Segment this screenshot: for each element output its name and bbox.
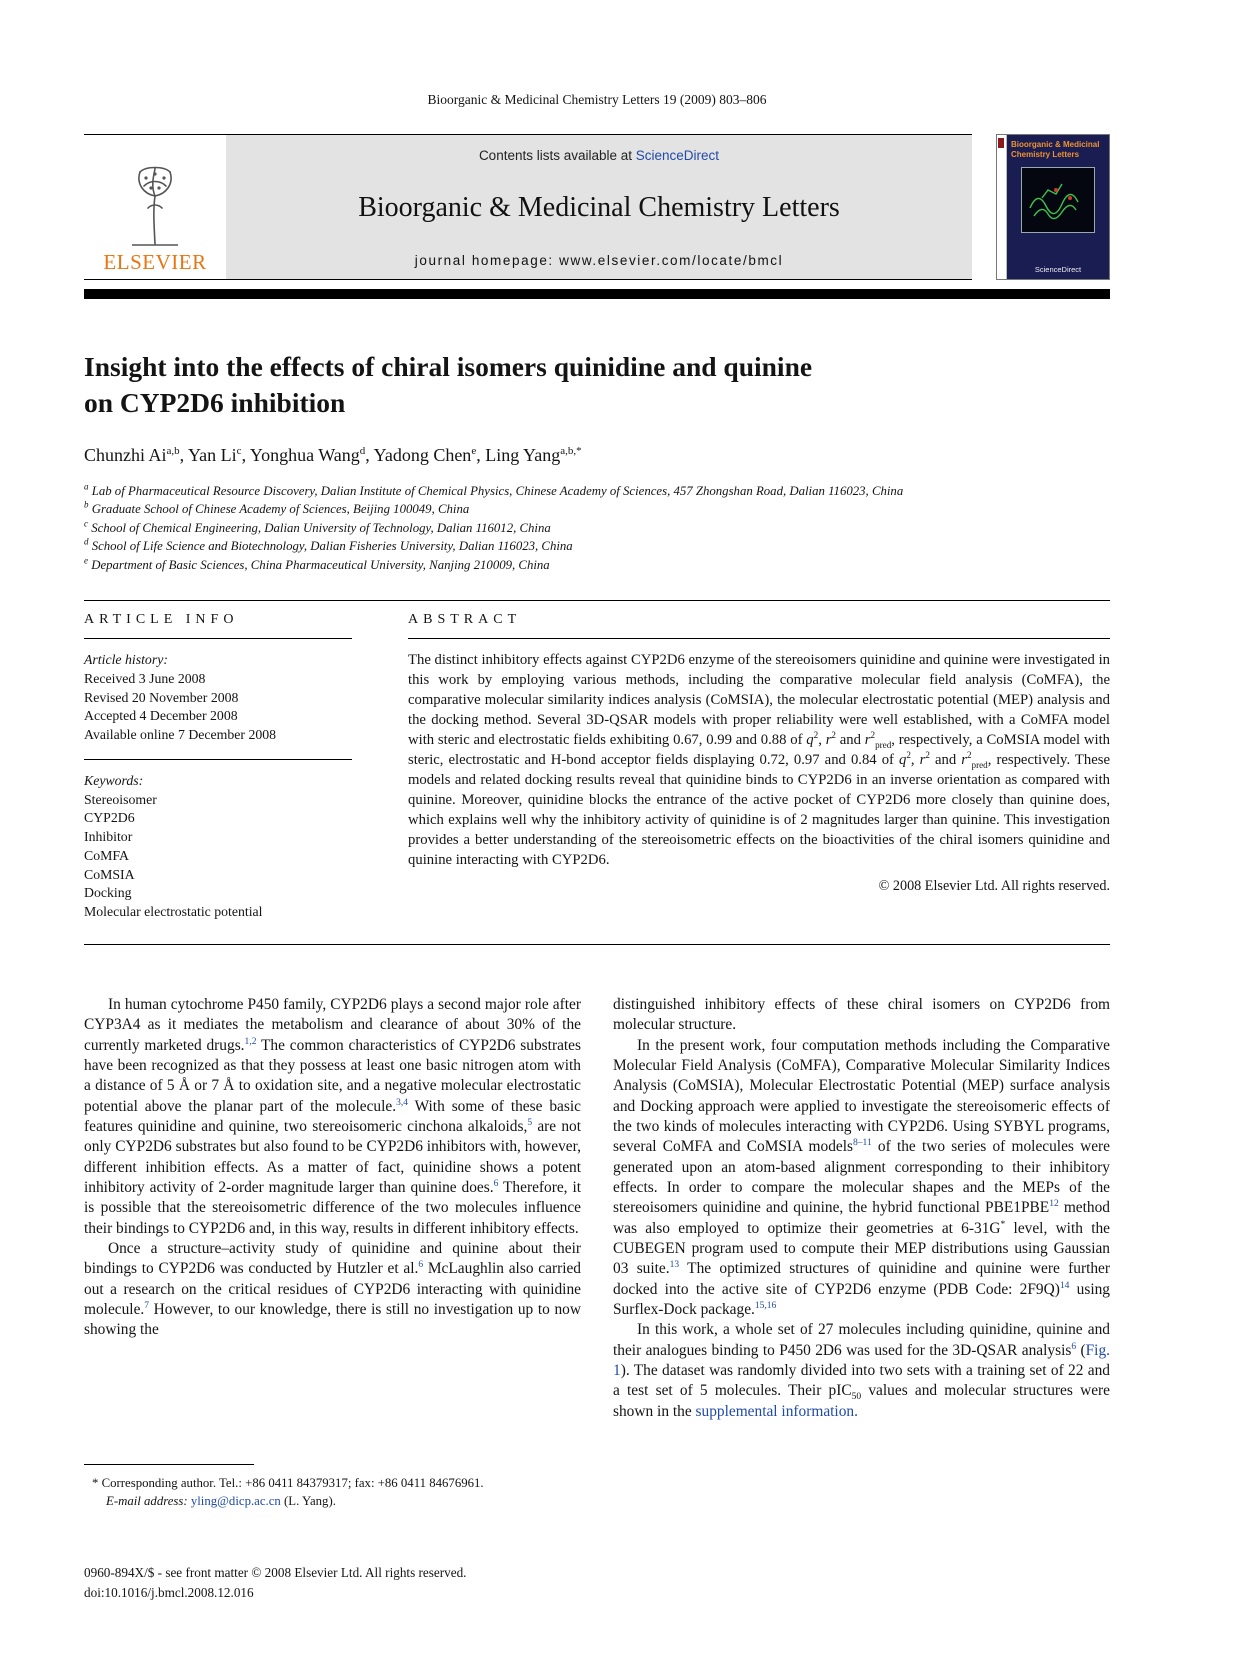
citation-ref[interactable]: 6 (1071, 1340, 1077, 1352)
issn-line: 0960-894X/$ - see front matter © 2008 Elsevier Ltd. All rights reserved. (84, 1564, 467, 1580)
citation-ref[interactable]: 14 (1059, 1279, 1070, 1291)
fig1-link[interactable]: Fig. 1 (613, 1341, 1110, 1379)
affiliation: $^b$ Graduate School of Chinese Academy of Sciences, Beijing 100049, China (84, 499, 470, 517)
article-history (84, 651, 352, 745)
citation-ref[interactable]: 3,4 (396, 1096, 408, 1108)
abstract-heading: ABSTRACT (408, 601, 1110, 639)
contents-prefix: Contents lists available at (478, 148, 636, 163)
journal-homepage-link[interactable]: journal homepage: www.elsevier.com/locate/bmcl (414, 253, 784, 268)
supplemental-link[interactable]: supplemental information. (695, 1402, 858, 1420)
citation-ref[interactable]: 5 (527, 1116, 533, 1128)
history-item: Received 3 June 2008 (84, 670, 206, 686)
cover-molecule-image (1021, 167, 1095, 233)
keywords-label: Keywords: (84, 772, 144, 788)
journal-title: Bioorganic & Medicinal Chemistry Letters (358, 192, 840, 223)
email-link[interactable]: yling@dicp.ac.cn (190, 1494, 281, 1509)
keyword: CoMFA (84, 847, 129, 863)
abstract-text: The distinct inhibitory effects against CYP2D6 enzyme of the stereoisomers quinidine and quinine were investigated in this work by employing various methods, including the comparative molecular field analysis (CoMFA), the comparative molecular similarity indices analysis (CoMSIA), the molecular electrostatic potential (MEP) analysis and the docking method. Several 3D-QSAR models with proper reliability were well established, with a CoMFA model with steric and electrostatic fields exhibiting 0.67, 0.99 and 0.88 of $q^2$, $r^2$ and $r^2_{pred}$, respectively, a CoMSIA model with steric, electrostatic and H-bond acceptor fields displaying 0.72, 0.97 and 0.84 of $q^2$, $r^2$ and $r^2_{pred}$, respectively. These models and related docking results reveal that quinidine binds to CYP2D6 in an inverse orientation as compared with quinine. Moreover, quinidine blocks the entrance of the active pocket of CYP2D6 more closely than quinine does, which explains well why the inhibitory activity of quinidine is of 2 magnitudes larger than quinine. This investigation provides a better understanding of the stereoisometric effects on the bioactivities of the chiral isomers quinidine and quinine interacting with CYP2D6. (408, 652, 1110, 869)
divider (84, 759, 352, 760)
elsevier-wordmark: ELSEVIER (103, 250, 207, 274)
affiliation: $^d$ School of Life Science and Biotechnology, Dalian Fisheries University, Dalian 116023, China (84, 536, 573, 554)
abstract-column (408, 601, 1110, 922)
corresponding-author-note: * Corresponding author. Tel.: +86 0411 84379317; fax: +86 0411 84676961. (92, 1475, 484, 1490)
copyright-line: © 2008 Elsevier Ltd. All rights reserved. (878, 878, 1110, 895)
cover-title: Bioorganic & Medicinal Chemistry Letters (1011, 140, 1100, 159)
body-paragraph: distinguished inhibitory effects of these chiral isomers on CYP2D6 from molecular structure. (613, 995, 1110, 1034)
body-paragraph: In the present work, four computation methods including the Comparative Molecular Field Analysis (CoMFA), Comparative Molecular Similarity Indices Analysis (CoMSIA), Molecular Electrostatic Potential (MEP) surface analysis and Docking approach were applied to investigate the stereoisomeric effects of the two kinds of molecules interacting with CYP2D6. Using SYBYL programs, several CoMFA and CoMSIA models$^{8-11}$ of the two series of molecules were generated upon an atom-based alignment corresponding to their inhibitory effects. In order to compare the molecular shapes and the MEPs of the stereoisomers quinidine and quinine, the hybrid functional PBE1PBE$^{12}$ method was also employed to optimize their geometries at 6-31G* level, with the CUBEGEN program used to compute their MEP distributions using Gaussian 03 suite.$^{13}$ The optimized structures of quinidine and quinine were further docked into the active site of CYP2D6 enzyme (PDB Code: 2F9Q)$^{14}$ using Surflex-Dock package.$^{15,16}$ (613, 1036, 1111, 1318)
citation-ref[interactable]: 7 (144, 1299, 150, 1311)
citation-ref[interactable]: 13 (669, 1259, 680, 1271)
article-title-line2: on CYP2D6 inhibition (84, 386, 346, 418)
body-left-column (84, 995, 581, 1422)
article-info-heading: ARTICLE INFO (84, 601, 352, 639)
footnote-rule (84, 1464, 254, 1465)
citation-ref[interactable]: 8–11 (853, 1137, 872, 1149)
affiliations (84, 482, 1110, 575)
masthead (84, 134, 972, 280)
header-divider-bar (84, 289, 1110, 299)
keyword: Docking (84, 885, 132, 901)
body-paragraph: In human cytochrome P450 family, CYP2D6 plays a second major role after CYP3A4 as it mediates the metabolism and clearance of about 30% of the currently marketed drugs.$^{1,2}$ The common characteristics of CYP2D6 substrates have been recognized as that they possess at least one basic nitrogen atom with a distance of 5 Å or 7 Å to oxidation site, and a negative molecular electrostatic potential above the planar part of the molecule.$^{3,4}$ With some of these basic features quinidine and quinine, two stereoisomeric cinchona alkaloids,$^5$ are not only CYP2D6 substrates but also found to be CYP2D6 inhibitors with, however, different inhibition effects. As a matter of fact, quinidine shows a potent inhibitory activity of 2-order magnitude larger than quinine does.$^6$ Therefore, it is possible that the stereoisometric difference of the two molecules influence their bindings to CYP2D6 and, in this way, results in different inhibitory effects. (84, 995, 581, 1237)
cover-issue-box (998, 138, 1004, 148)
body-paragraph: In this work, a whole set of 27 molecules including quinidine, quinine and their analogues binding to P450 2D6 was used for the 3D-QSAR analysis$^6$ (Fig. 1). The dataset was randomly divided into two sets with a training set of 22 and a test set of 5 molecules. Their pIC$_{50}$ values and molecular structures were shown in the supplemental information. (613, 1321, 1110, 1420)
imprint (84, 1563, 1110, 1604)
cover-spine (997, 135, 1007, 279)
masthead-row (84, 134, 1110, 280)
affiliation: $^e$ Department of Basic Sciences, China Pharmaceutical University, Nanjing 210009, China (84, 555, 550, 572)
author-line: Chunzhi Ai$^{a,b}$, Yan Li$^c$, Yonghua Wang$^d$, Yadong Chen$^e$, Ling Yang$^{a,b,*}$ (84, 444, 582, 465)
running-head-citation: Bioorganic & Medicinal Chemistry Letters 19 (2009) 803–806 (427, 92, 767, 107)
footnote (84, 1464, 1110, 1511)
citation-ref[interactable]: 6 (418, 1259, 424, 1271)
citation-ref[interactable]: 12 (1049, 1198, 1059, 1210)
elsevier-tree-icon (124, 160, 186, 248)
citation-ref[interactable]: 15,16 (754, 1299, 777, 1311)
history-item: Available online 7 December 2008 (84, 727, 277, 743)
history-item: Accepted 4 December 2008 (84, 708, 238, 724)
keyword: Stereoisomer (84, 791, 157, 807)
keyword: CYP2D6 (84, 810, 135, 826)
article-info-column (84, 601, 352, 922)
keyword: Inhibitor (84, 829, 133, 845)
keyword: Molecular electrostatic potential (84, 904, 263, 920)
citation-ref[interactable]: 1,2 (244, 1035, 257, 1047)
affiliation: $^c$ School of Chemical Engineering, Dalian University of Technology, Dalian 116012, China (84, 518, 551, 535)
article-title (84, 349, 1110, 421)
journal-cover-thumbnail (996, 134, 1110, 280)
cover-main (1007, 135, 1109, 279)
article-body (84, 995, 1110, 1422)
history-item: Revised 20 November 2008 (84, 689, 239, 705)
body-paragraph: Once a structure–activity study of quinidine and quinine about their bindings to CYP2D6 was conducted by Hutzler et al.$^6$ McLaughlin also carried out a research on the critical residues of CYP2D6 interacting with quinidine molecule.$^7$ However, to our knowledge, there is still no investigation up to now showing the (84, 1239, 581, 1339)
journal-banner (226, 135, 972, 279)
article-history-label: Article history: (84, 652, 168, 668)
article-info-abstract-section (84, 600, 1110, 945)
contents-line (236, 148, 962, 163)
body-right-column (613, 995, 1110, 1422)
article-title-line1: Insight into the effects of chiral isomers quinidine and quinine (84, 351, 813, 382)
email-note: E-mail address: yling@dicp.ac.cn (L. Yang). (106, 1494, 336, 1509)
keyword: CoMSIA (84, 866, 135, 882)
doi-line: doi:10.1016/j.bmcl.2008.12.016 (84, 1585, 254, 1601)
keywords-block (84, 772, 352, 922)
affiliation: $^a$ Lab of Pharmaceutical Resource Discovery, Dalian Institute of Chemical Physics, Chinese Academy of Sciences, 457 Zhongshan Road, Dalian 116023, China (84, 481, 904, 498)
elsevier-logo[interactable] (84, 135, 226, 279)
sciencedirect-link[interactable]: ScienceDirect (635, 148, 720, 163)
cover-brand: ScienceDirect (1034, 265, 1082, 274)
citation-ref[interactable]: 6 (493, 1177, 499, 1189)
